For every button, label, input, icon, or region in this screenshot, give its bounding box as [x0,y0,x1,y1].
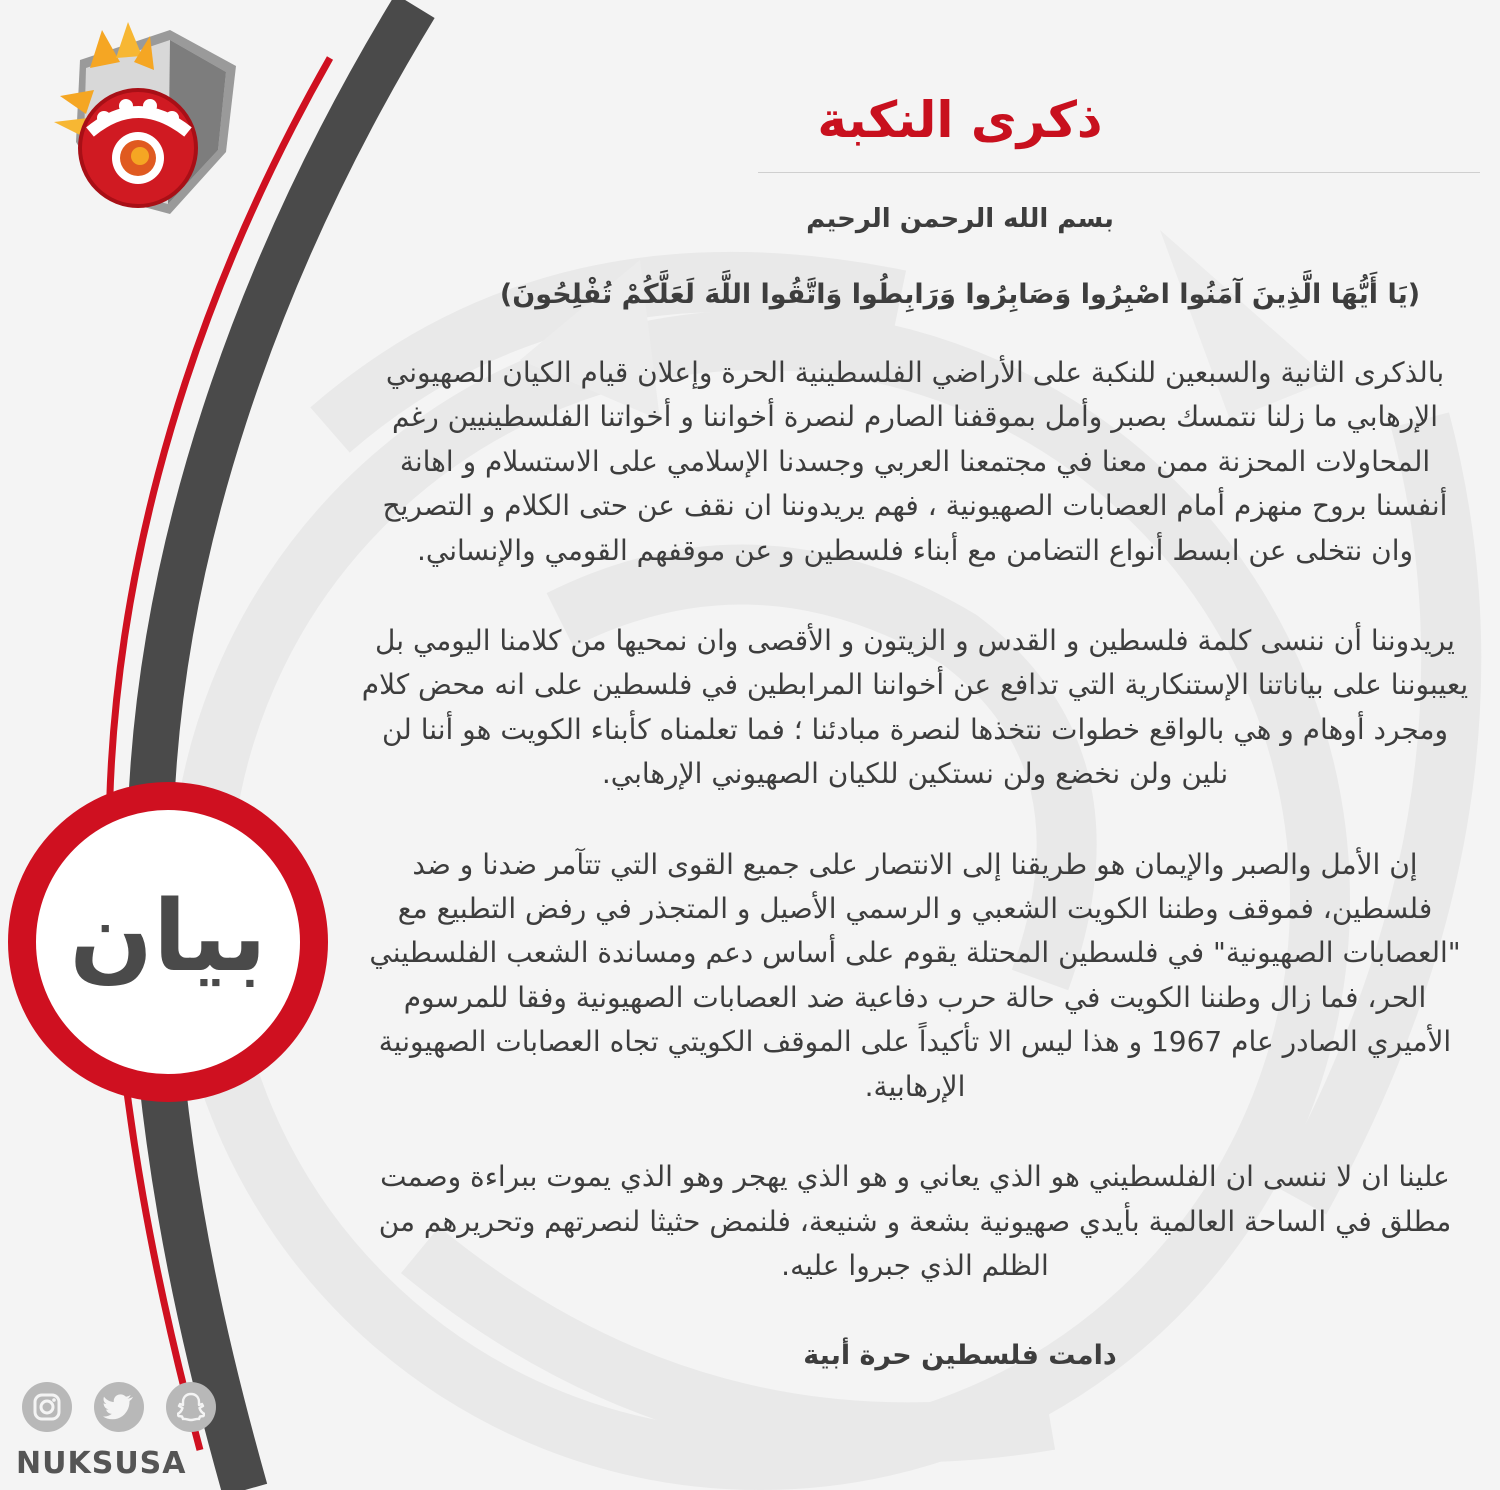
nuksusa-shield-logo [50,22,245,222]
statement-content [360,90,1480,1376]
statement-badge [8,782,328,1102]
twitter-icon[interactable] [94,1382,144,1432]
closing-line: دامت فلسطين حرة أبية [803,1340,1117,1372]
statement-paragraph: علينا ان لا ننسى ان الفلسطيني هو الذي يعاني و هو الذي يهجر وهو الذي يموت ببراءة وصمت مطلق في الساحة العالمية بأيدي صهيونية بشعة و شنيعة، فلنمض حثيثا لنصرتهم وتحريرهم من الظلم الذي جبروا عليه. [378,1160,1452,1282]
statement-title: ذكرى النكبة [817,91,1103,149]
statement-badge-label: بيان [69,880,267,994]
instagram-icon[interactable] [22,1382,72,1432]
title-divider [758,172,1480,173]
basmala: بسم الله الرحمن الرحيم [806,204,1114,234]
statement-paragraph: إن الأمل والصبر والإيمان هو طريقنا إلى الانتصار على جميع القوى التي تتآمر ضدنا و ضد فلسطين، فموقف وطننا الكويت الشعبي و الرسمي الأصيل و المتجذر في رفض التطبيع مع "العصابات الصهيونية" في فلسطين المحتلة يقوم على أساس دعم ومساندة الشعب الفلسطيني الحر، فما زال وطننا الكويت في حالة حرب دفاعية ضد العصابات الصهيونية وفقا للمرسوم الأميري الصادر عام 1967 و هذا ليس الا تأكيداً على الموقف الكويتي تجاه العصابات الصهيونية الإرهابية. [369,847,1461,1103]
statement-paragraph: بالذكرى الثانية والسبعين للنكبة على الأراضي الفلسطينية الحرة وإعلان قيام الكيان الصهيوني الإرهابي ما زلنا نتمسك بصبر وأمل بموقفنا الصارم لنصرة أخواننا و أخواتنا الفلسطينيين رغم المحاولات المحزنة ممن معنا في مجتمعنا العربي وجسدنا الإسلامي على الاستسلام و اهانة أنفسنا بروح منهزم أمام العصابات الصهيونية ، فهم يريدوننا ان نقف عن حتى الكلام و التصريح وان نتخلى عن ابسط أنواع التضامن مع أبناء فلسطين و عن موقفهم القومي والإنساني. [382,356,1448,567]
snapchat-icon[interactable] [166,1382,216,1432]
statement-paragraph: يريدوننا أن ننسى كلمة فلسطين و القدس و الزيتون و الأقصى وان نمحيها من كلامنا اليومي بل يعيبوننا على بياناتنا الإستنكارية التي تدافع عن أخواننا المرابطين في فلسطين على انه محض كلام ومجرد أوهام و هي بالواقع خطوات نتخذها لنصرة مبادئنا ؛ فما تعلمناه كأبناء الكويت هو أننا لن نلين ولن نخضع ولن نستكين للكيان الصهيوني الإرهابي. [361,624,1469,791]
brand-name: NUKSUSA [16,1446,187,1481]
social-links [16,1382,216,1481]
quran-verse: (يَا أَيُّهَا الَّذِينَ آمَنُوا اصْبِرُوا وَصَابِرُوا وَرَابِطُوا وَاتَّقُوا اللَّهَ لَعَلَّكُمْ تُفْلِحُونَ) [499,279,1421,310]
